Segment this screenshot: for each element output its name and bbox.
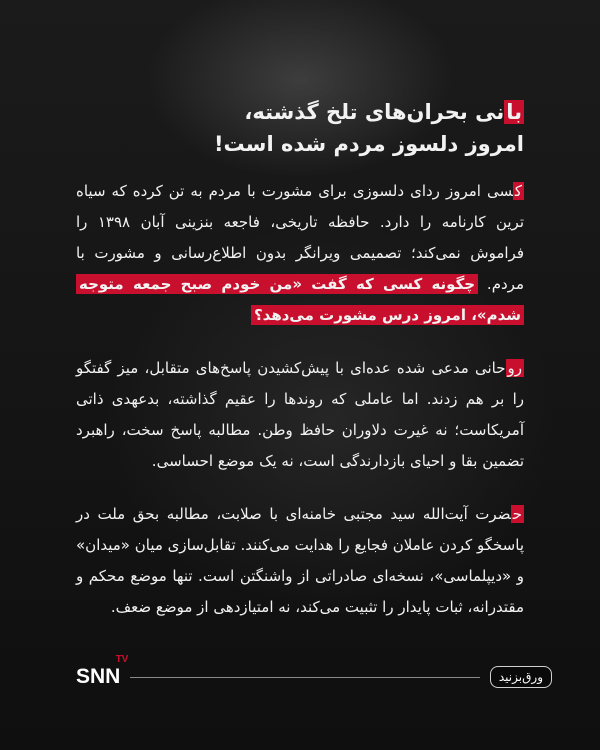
headline-accent: با <box>506 100 522 124</box>
logo-text: SNN <box>76 665 121 688</box>
paragraph-1-text: سی امروز ردای دلسوزی برای مشورت با مردم به تن کرده که سیاه ترین کارنامه را دارد. حافظه تاریخی، فاجعه بنزینی آبان ۱۳۹۸ را فراموش نمی‌کند؛ تصمیمی ویرانگر بدون اطلاع‌رسانی و مشورت با مردم. <box>76 182 524 293</box>
paragraph-3-text: ضرت آیت‌الله سید مجتبی خامنه‌ای با صلابت، مطالبه بحق ملت در پاسخگو کردن عاملان فجایع را هدایت می‌کنند. تقابل‌سازی میان «میدان» و «دیپلماسی»، نسخه‌ای صادراتی از واشنگتن است. تنها موضع محکم و مقتدرانه، ثبات پایدار را تثبیت می‌کند، نه امتیازدهی از موضع ضعف. <box>76 505 524 616</box>
paragraph-3 <box>76 499 524 623</box>
snn-logo <box>76 654 129 692</box>
headline-line1: نی بحران‌های تلخ گذشته، <box>244 100 505 124</box>
paragraph-1 <box>76 176 524 331</box>
headline <box>76 96 524 160</box>
paragraph-1-lead: ک <box>514 182 522 200</box>
paragraph-3-lead: ح <box>512 505 522 523</box>
paragraph-2-lead: رو <box>507 359 522 377</box>
paragraph-2 <box>76 353 524 477</box>
paragraph-1-highlight: چگونه کسی که گفت «من خودم صبح جمعه متوجه شدم»، امروز درس مشورت می‌دهد؟ <box>76 274 524 325</box>
paragraph-2-text: حانی مدعی شده عده‌ای با پیش‌کشیدن پاسخ‌های متقابل، میز گفتگو را بر هم زدند. اما عاملی که روندها را عقیم گذاشته، بدعهدی ذاتی آمریکاست؛ نه غیرت دلاوران حافظ وطن. مطالبه پاسخ سخت، راهبرد تضمین بقا و احیای بازدارندگی است، نه یک موضع احساسی. <box>76 359 524 470</box>
article-content <box>76 96 524 645</box>
headline-line2: امروز دلسوز مردم شده است! <box>213 132 524 156</box>
footer-divider <box>130 677 480 678</box>
logo-tv: TV <box>115 654 129 665</box>
footer <box>76 654 552 692</box>
swipe-next-button[interactable]: ورق‌بزنید <box>490 666 552 688</box>
